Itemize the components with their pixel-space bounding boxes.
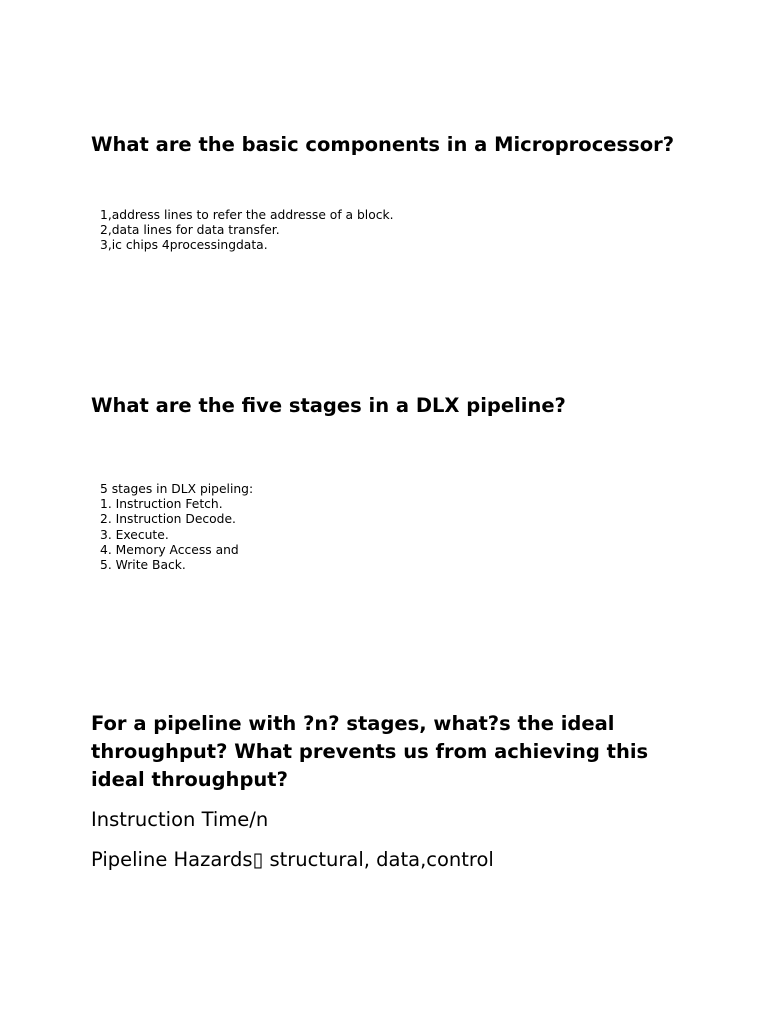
question-heading-1: What are the basic components in a Microprocessor? bbox=[91, 133, 675, 156]
answer-list-2 bbox=[100, 482, 660, 573]
question-heading-3: For a pipeline with ?n? stages, what?s the ideal throughput? What prevents us from achieving this ideal throughput? bbox=[91, 712, 649, 791]
question-heading-2: What are the five stages in a DLX pipeline? bbox=[91, 394, 566, 417]
answer-line: 1,address lines to refer the addresse of a block. bbox=[100, 208, 394, 222]
answer-list-1 bbox=[100, 208, 660, 254]
answer-line: 3. Execute. bbox=[100, 527, 169, 542]
answer-line: 5 stages in DLX pipeling: bbox=[100, 482, 254, 496]
answer-text-pipeline-hazards: Pipeline Hazards▯ structural, data,control bbox=[91, 848, 494, 871]
answer-line: 1. Instruction Fetch. bbox=[100, 497, 223, 512]
answer-line: 5. Write Back. bbox=[100, 558, 186, 573]
answer-line: 4. Memory Access and bbox=[100, 542, 239, 557]
answer-line: 2,data lines for data transfer. bbox=[100, 223, 280, 238]
answer-text-instruction-time: Instruction Time/n bbox=[91, 808, 269, 831]
answer-line: 3,ic chips 4processingdata. bbox=[100, 238, 268, 253]
answer-line: 2. Instruction Decode. bbox=[100, 512, 236, 527]
